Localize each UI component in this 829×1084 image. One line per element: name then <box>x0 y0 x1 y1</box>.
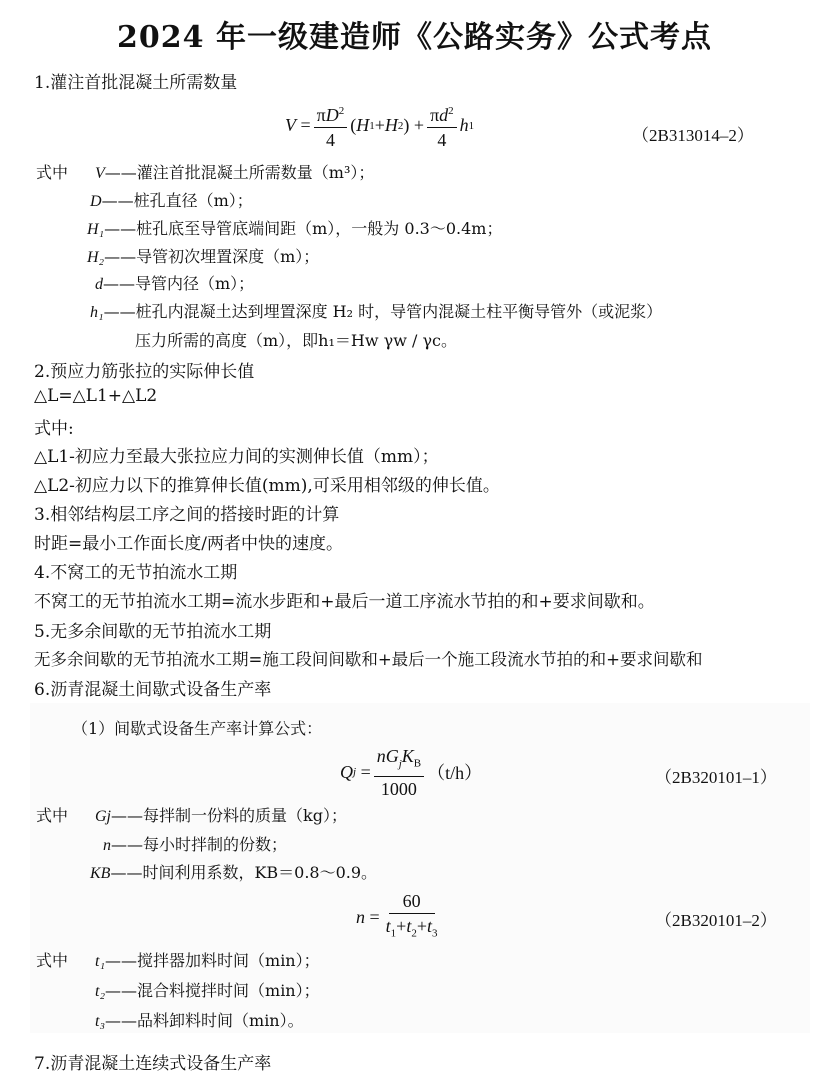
where-label-2: 式中: <box>34 419 74 439</box>
formula-6-1: Q j = $\frac{nG_jK_B}{1000}$ （t/h） <box>340 746 483 799</box>
formula-1: V = $\frac{\pi D^2}{4}$ ( H 1 + H 2 ) + $\frac{\pi d^2}{4}$ h 1 <box>285 100 474 151</box>
definition-row: t₃——品料卸料时间（min）。 <box>95 1011 304 1030</box>
definition-row: D——桩孔直径（m）； <box>90 191 253 210</box>
section-4-text: 不窝工的无节拍流水工期=流水步距和+最后一道工序流水节拍的和+要求间歇和。 <box>34 592 655 612</box>
definition-l1: △L1-初应力至最大张拉应力间的实测伸长值（mm）； <box>34 447 439 467</box>
definition-row: H₂——导管初次埋置深度（m）； <box>87 247 320 266</box>
definition-row: h₁——桩孔内混凝土达到埋置深度 H₂ 时，导管内混凝土柱平衡导管外（或泥浆） <box>90 302 663 321</box>
definition-row: n——每小时拌制的份数； <box>103 835 288 854</box>
section-3-text: 时距=最小工作面长度/两者中快的速度。 <box>34 534 343 554</box>
section-2-heading: 2.预应力筋张拉的实际伸长值 <box>34 362 255 382</box>
definition-row: KB——时间利用系数，KB＝0.8～0.9。 <box>90 863 378 882</box>
formula-2: △L=△L1+△L2 <box>34 386 158 406</box>
definition-l2: △L2-初应力以下的推算伸长值(mm),可采用相邻级的伸长值。 <box>34 476 500 496</box>
section-5-heading: 5.无多余间歇的无节拍流水工期 <box>34 622 272 642</box>
definition-row: t₁——搅拌器加料时间（min）； <box>95 951 320 970</box>
equation-number-6-1: （2B320101–1） <box>655 768 777 787</box>
definition-row: Gj——每拌制一份料的质量（kg）； <box>95 806 347 825</box>
section-6-subheading: （1）间歇式设备生产率计算公式： <box>72 719 323 738</box>
formula-6-2: n = $\frac{60}{t_1+t_2+t_3}$ <box>356 891 438 940</box>
section-7-heading: 7.沥青混凝土连续式设备生产率 <box>34 1054 272 1074</box>
page-title: 2024 年一级建造师《公路实务》公式考点 <box>117 20 712 55</box>
where-label-1: 式中 <box>36 163 69 182</box>
where-label-6a: 式中 <box>36 806 69 825</box>
definition-row: t₂——混合料搅拌时间（min）； <box>95 981 320 1000</box>
section-4-heading: 4.不窝工的无节拍流水工期 <box>34 563 238 583</box>
definition-row: d——导管内径（m）； <box>95 274 255 293</box>
definition-row: V——灌注首批混凝土所需数量（m³）； <box>95 163 375 182</box>
equation-number-6-2: （2B320101–2） <box>655 911 777 930</box>
section-5-text: 无多余间歇的无节拍流水工期=施工段间间歇和+最后一个施工段流水节拍的和+要求间歇和 <box>34 650 703 669</box>
section-6-heading: 6.沥青混凝土间歇式设备生产率 <box>34 680 272 700</box>
definition-continuation: 压力所需的高度（m），即h₁＝Hw γw / γc。 <box>135 331 457 350</box>
definition-row: H₁——桩孔底至导管底端间距（m），一般为 0.3～0.4m； <box>87 219 503 238</box>
section-3-heading: 3.相邻结构层工序之间的搭接时距的计算 <box>34 505 340 525</box>
section-1-heading: 1.灌注首批混凝土所需数量 <box>34 73 238 93</box>
where-label-6b: 式中 <box>36 951 69 970</box>
equation-number-1: （2B313014–2） <box>632 126 754 145</box>
